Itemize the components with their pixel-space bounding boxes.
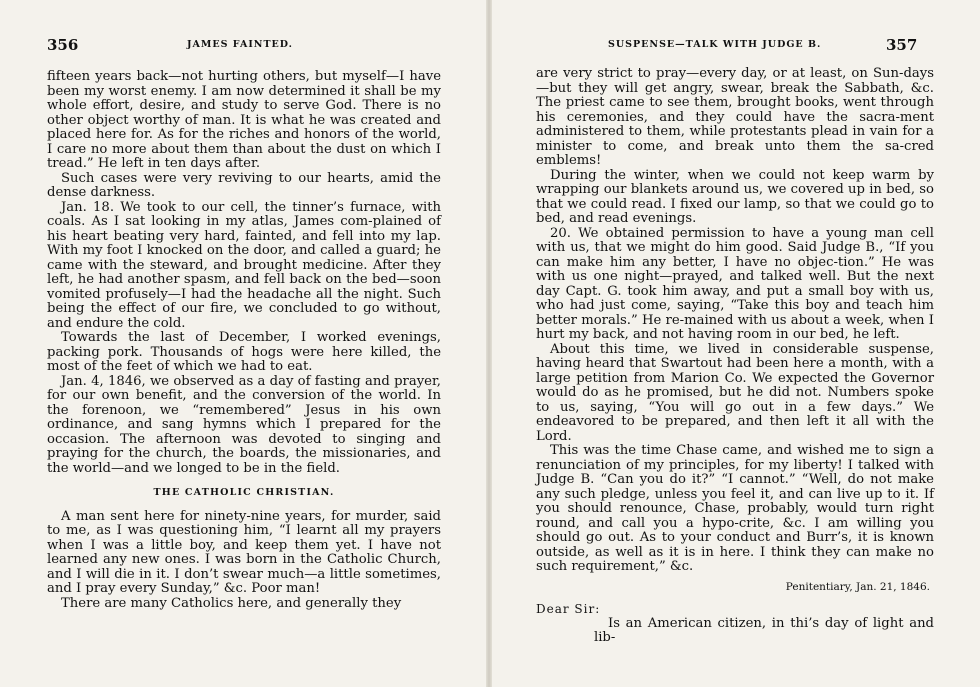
left-page-body	[47, 70, 441, 611]
letter-dateline: Penitentiary, Jan. 21, 1846.	[785, 580, 930, 593]
paragraph: Towards the last of December, I worked evenings, packing pork. Thousands of hogs were here killed, the most of the feet of which we had to eat.	[47, 330, 441, 374]
left-page-number: 356	[47, 36, 79, 54]
paragraph: This was the time Chase came, and wished me to sign a renunciation of my principles, for my liberty! I talked with Judge B. “Can you do it?” “I cannot.” “Well, do not make any such pledge, unless you feel it, and can live up to it. If you should renounce, Chase, probably, would turn right round, and call you a hypo-crite, &c. I am willing you should go out. As to your conduct and Burr’s, it is known outside, as well as it is in here. I think they can make no such requirement,” &c.	[536, 443, 934, 574]
paragraph: During the winter, when we could not keep warm by wrapping our blankets around us, we covered up in bed, so that we could read. I fixed our lamp, so that we could go to bed, and read evenings.	[536, 167, 934, 226]
paragraph: 20. We obtained permission to have a young man cell with us, that we might do him good. Said Judge B., “If you can make him any better, I have no objec-tion.” He was with us one night—prayed, and talked well. But the next day Capt. G. took him away, and put a small boy with us, who had just come, saying, “Take this boy and teach him better morals.” He re-mained with us about a week, when I hurt my back, and not having room in our bed, he left.	[536, 225, 934, 342]
paragraph: Jan. 18. We took to our cell, the tinner’s furnace, with coals. As I sat looking in my atlas, James com-plained of his heart beating very hard, fainted, and fell into my lap. With my foot I knocked on the door, and called a guard; he came with the steward, and brought medicine. After they left, he had another spasm, and fell back on the bed—soon vomited profusely—I had the headache all the night. Such being the effect of our fire, we concluded to go without, and endure the cold.	[47, 199, 441, 331]
paragraph: Such cases were very reviving to our hearts, amid the dense darkness.	[47, 170, 441, 200]
paragraph: fifteen years back—not hurting others, but myself—I have been my worst enemy. I am now determined it shall be my whole effort, desire, and study to serve God. There is no other object worthy of man. It is what he was created and placed here for. As for the riches and honors of the world, I care no more about them than about the dust on which I tread.” He left in ten days after.	[47, 69, 441, 171]
paragraph: There are many Catholics here, and generally they	[61, 595, 402, 611]
right-page-number: 357	[886, 36, 918, 54]
letter-opening-line: Is an American citizen, in thi’s day of light and lib-	[594, 615, 934, 645]
paragraph: A man sent here for ninety-nine years, for murder, said to me, as I was questioning him, “I learnt all my prayers when I was a little boy, and keep them yet. I have not learned any new ones. I was born in the Catholic Church, and I will die in it. I don’t swear much—a little sometimes, and I pray every Sunday,” &c. Poor man!	[47, 508, 441, 596]
paragraph: are very strict to pray—every day, or at least, on Sun-days—but they will get angry, swear, break the Sabbath, &c. The priest came to see them, brought books, went through his ceremonies, and they could have the sacra-ment administered to them, while protestants plead in vain for a minister to come, and break unto them the sa-cred emblems!	[536, 66, 934, 168]
letter-salutation: Dear Sir:	[536, 602, 601, 616]
paragraph: Jan. 4, 1846, we observed as a day of fasting and prayer, for our own benefit, and the conversion of the world. In the forenoon, we “remembered” Jesus in his own ordinance, and sang hymns which I prepared for the occasion. The afternoon was devoted to singing and praying for the church, the boards, the missionaries, and the world—and we longed to be in the field.	[47, 373, 441, 476]
paragraph: About this time, we lived in considerable suspense, having heard that Swartout had been here a month, with a large petition from Marion Co. We expected the Governor would do as he promised, but he did not. Numbers spoke to us, saying, “You will go out in a few days.” We endeavored to be prepared, and then left it all with the Lord.	[536, 341, 934, 444]
left-running-title: JAMES FAINTED.	[187, 39, 293, 50]
section-heading: THE CATHOLIC CHRISTIAN.	[153, 487, 335, 498]
right-running-head	[490, 36, 980, 56]
right-page	[490, 0, 980, 687]
left-running-head	[0, 36, 490, 56]
right-running-title: SUSPENSE—TALK WITH JUDGE B.	[608, 39, 822, 50]
right-page-body	[536, 67, 934, 646]
